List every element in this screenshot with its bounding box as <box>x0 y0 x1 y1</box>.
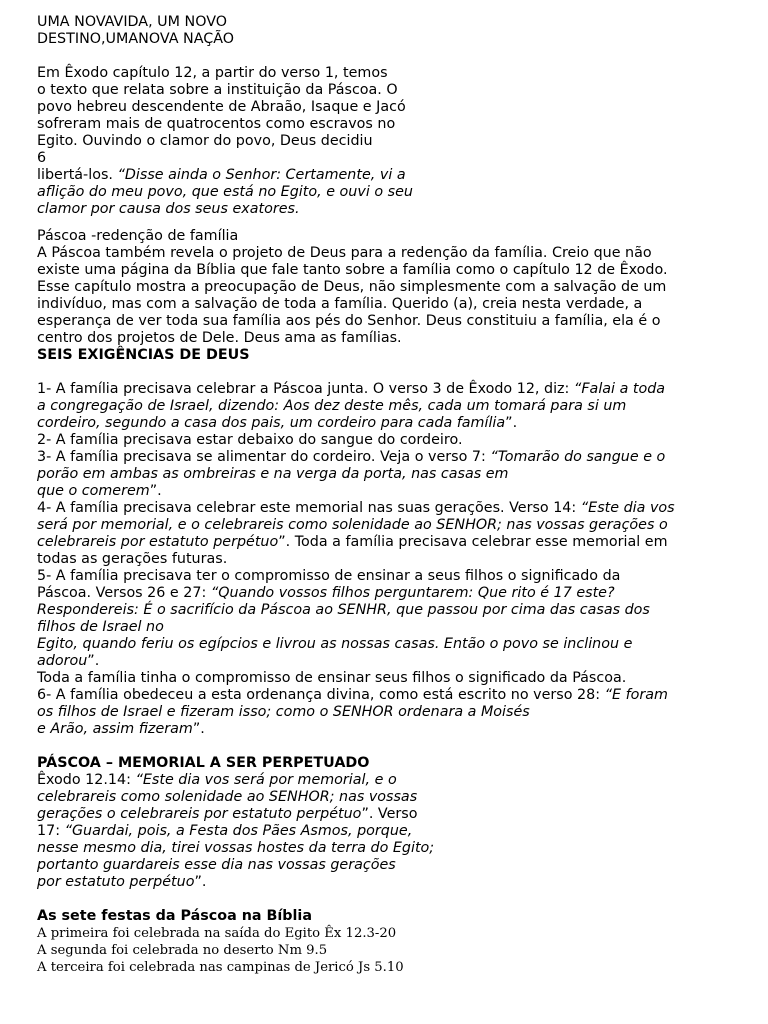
intro-quote: aflição do meu povo, que está no Egito, e ouvi o seu <box>37 184 413 200</box>
memorial-quote: celebrareis como solenidade ao SENHOR; nas vossas <box>37 789 418 805</box>
paragraph-line: indivíduo, mas com a salvação de toda a família. Querido (a), creia nesta verdade, a <box>37 296 643 312</box>
festivals-section <box>37 908 737 976</box>
quote-close: ”. <box>505 415 518 431</box>
requirement-quote: “Quando vossos filhos perguntarem: Que rito é 17 este? <box>210 585 615 601</box>
festival-item: A terceira foi celebrada nas campinas de Jericó Js 5.10 <box>37 960 404 975</box>
requirement-quote: “E foram <box>604 687 668 703</box>
requirement-quote: a congregação de Israel, dizendo: Aos dez deste mês, cada um tomará para si um <box>37 398 627 414</box>
memorial-quote: nesse mesmo dia, tirei vossas hostes da terra do Egito; <box>37 840 435 856</box>
memorial-quote: por estatuto perpétuo <box>37 874 195 890</box>
festival-item: A segunda foi celebrada no deserto Nm 9.5 <box>37 943 328 958</box>
section-heading: As sete festas da Páscoa na Bíblia <box>37 908 312 924</box>
requirement-quote: “Tomarão do sangue e o <box>490 449 666 465</box>
intro-line: Egito. Ouvindo o clamor do povo, Deus decidiu <box>37 133 373 149</box>
quote-close: ”. <box>194 874 207 890</box>
requirement-text: 2- A família precisava estar debaixo do sangue do cordeiro. <box>37 432 463 448</box>
section-heading: PÁSCOA – MEMORIAL A SER PERPETUADO <box>37 755 370 771</box>
memorial-text: Êxodo 12.14: <box>37 772 136 788</box>
requirement-text: Toda a família tinha o compromisso de ensinar seus filhos o significado da Páscoa. <box>37 670 627 686</box>
section-heading: SEIS EXIGÊNCIAS DE DEUS <box>37 347 250 363</box>
paragraph-line: Esse capítulo mostra a preocupação de Deus, não simplesmente com a salvação de um <box>37 279 667 295</box>
intro-quote: clamor por causa dos seus exatores. <box>37 201 300 217</box>
requirement-text: 5- A família precisava ter o compromisso de ensinar a seus filhos o significado da <box>37 568 621 584</box>
memorial-text: 17: <box>37 823 65 839</box>
title-line: UMA NOVAVIDA, UM NOVO <box>37 14 227 30</box>
requirement-quote: filhos de Israel no <box>37 619 164 635</box>
requirement-quote: adorou <box>37 653 88 669</box>
intro-text: libertá-los. <box>37 167 118 183</box>
quote-close: ”. <box>149 483 162 499</box>
paragraph-line: centro dos projetos de Dele. Deus ama as famílias. <box>37 330 402 346</box>
quote-close: ”. <box>192 721 205 737</box>
memorial-text: ”. Verso <box>361 806 418 822</box>
title-line: DESTINO,UMANOVA NAÇÃO <box>37 31 235 47</box>
festival-item: A primeira foi celebrada na saída do Egito Êx 12.3-20 <box>37 926 397 941</box>
requirement-quote: e Arão, assim fizeram <box>37 721 193 737</box>
requirement-text: 3- A família precisava se alimentar do cordeiro. Veja o verso 7: <box>37 449 491 465</box>
requirement-quote: celebrareis por estatuto perpétuo <box>37 534 279 550</box>
requirement-quote: porão em ambas as ombreiras e na verga da porta, nas casas em <box>37 466 509 482</box>
paragraph-line: A Páscoa também revela o projeto de Deus para a redenção da família. Creio que não <box>37 245 652 261</box>
requirement-text: todas as gerações futuras. <box>37 551 228 567</box>
document-page <box>37 14 737 976</box>
intro-line: Em Êxodo capítulo 12, a partir do verso 1, temos <box>37 65 388 81</box>
memorial-quote: “Guardai, pois, a Festa dos Pães Asmos, porque, <box>64 823 413 839</box>
requirement-text: 4- A família precisava celebrar este memorial nas suas gerações. Verso 14: <box>37 500 581 516</box>
requirement-quote: que o comerem <box>37 483 150 499</box>
intro-line: sofreram mais de quatrocentos como escravos no <box>37 116 396 132</box>
memorial-quote: gerações o celebrareis por estatuto perpétuo <box>37 806 362 822</box>
requirement-text: 6- A família obedeceu a esta ordenança divina, como está escrito no verso 28: <box>37 687 605 703</box>
section-heading: Páscoa -redenção de família <box>37 228 239 244</box>
intro-paragraph <box>37 65 737 218</box>
requirement-text: 1- A família precisava celebrar a Páscoa junta. O verso 3 de Êxodo 12, diz: <box>37 381 574 397</box>
requirement-quote: cordeiro, segundo a casa dos pais, um cordeiro para cada família <box>37 415 506 431</box>
paragraph-line: esperança de ver toda sua família aos pés do Senhor. Deus constituiu a família, ela é o <box>37 313 661 329</box>
requirement-quote: os filhos de Israel e fizeram isso; como o SENHOR ordenara a Moisés <box>37 704 530 720</box>
intro-line <box>37 167 737 184</box>
memorial-section <box>37 755 737 891</box>
paragraph-line: existe uma página da Bíblia que fale tanto sobre a família como o capítulo 12 de Êxodo. <box>37 262 668 278</box>
redemption-section <box>37 228 737 347</box>
requirement-quote: “Falai a toda <box>573 381 666 397</box>
intro-line: o texto que relata sobre a instituição da Páscoa. O <box>37 82 398 98</box>
document-title <box>37 14 737 48</box>
memorial-quote: portanto guardareis esse dia nas vossas gerações <box>37 857 396 873</box>
requirement-text: Páscoa. Versos 26 e 27: <box>37 585 211 601</box>
quote-close: ”. <box>87 653 100 669</box>
memorial-quote: “Este dia vos será por memorial, e o <box>135 772 397 788</box>
intro-quote: “Disse ainda o Senhor: Certamente, vi a <box>117 167 406 183</box>
requirements-section <box>37 347 737 738</box>
requirement-quote: “Este dia vos <box>580 500 675 516</box>
requirement-quote: será por memorial, e o celebrareis como solenidade ao SENHOR; nas vossas gerações o <box>37 517 668 533</box>
requirement-quote: Respondereis: É o sacrifício da Páscoa ao SENHR, que passou por cima das casas dos <box>37 602 650 618</box>
intro-line: povo hebreu descendente de Abraão, Isaque e Jacó <box>37 99 406 115</box>
page-number-inline: 6 <box>37 150 47 166</box>
requirement-text: ”. Toda a família precisava celebrar esse memorial em <box>278 534 668 550</box>
requirement-quote: Egito, quando feriu os egípcios e livrou as nossas casas. Então o povo se inclinou e <box>37 636 633 652</box>
